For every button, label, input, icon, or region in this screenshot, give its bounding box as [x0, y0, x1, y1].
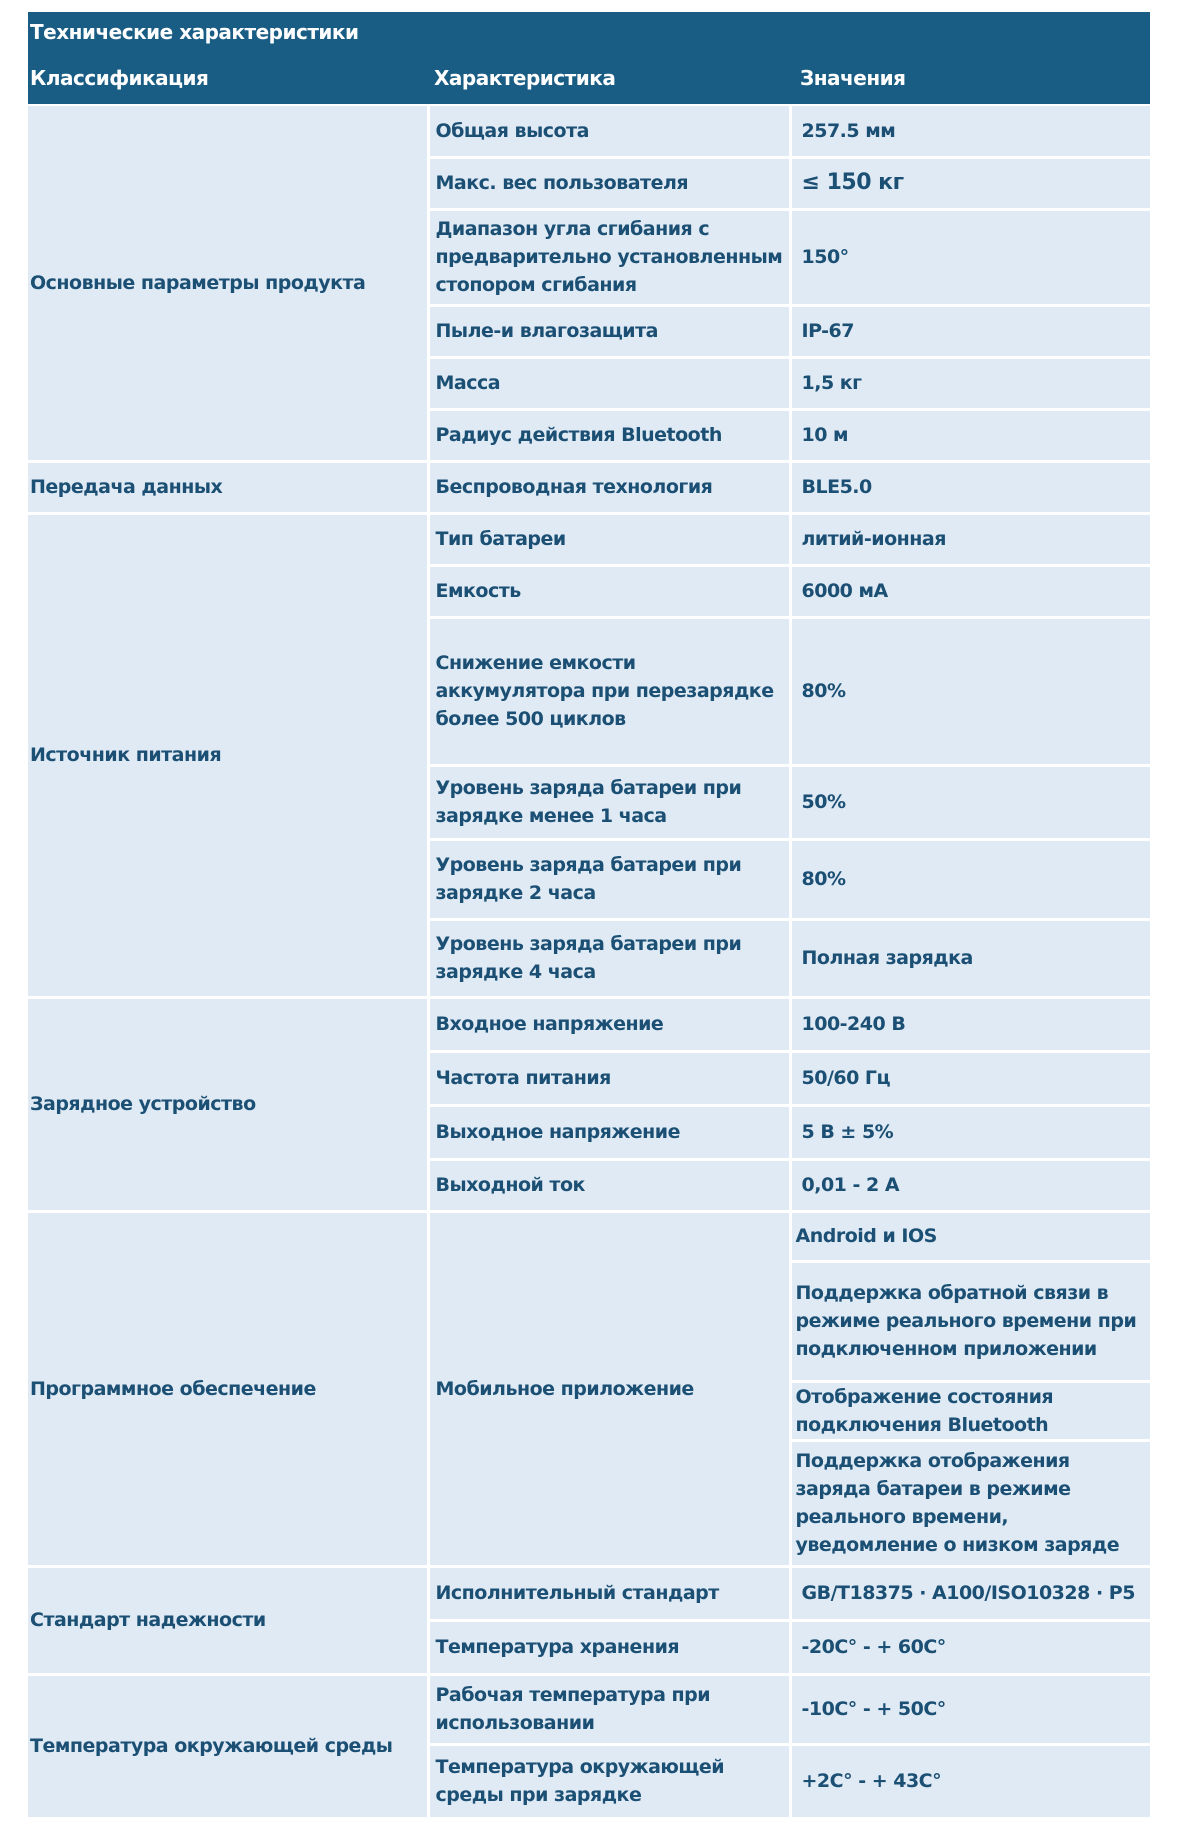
table-row [28, 997, 1150, 1051]
characteristic-cell: Снижение емкости аккумулятора при перезарядке более 500 циклов [428, 617, 790, 765]
characteristic-cell: Входное напряжение [428, 997, 790, 1051]
value-cell: GB/T18375 · A100/ISO10328 · P5 [790, 1566, 1150, 1620]
value-cell: 6000 мА [790, 565, 1150, 617]
characteristic-cell: Уровень заряда батареи при зарядке 2 часа [428, 839, 790, 919]
header-characteristic: Характеристика [428, 52, 790, 105]
characteristic-cell: Температура хранения [428, 1620, 790, 1674]
value-cell: +2C° - + 43C° [790, 1744, 1150, 1818]
characteristic-cell: Выходное напряжение [428, 1105, 790, 1159]
characteristic-cell: Емкость [428, 565, 790, 617]
table-header-row [28, 52, 1150, 105]
header-values: Значения [790, 52, 1150, 105]
group-data-transfer: Передача данных [28, 461, 428, 513]
value-cell: 50/60 Гц [790, 1051, 1150, 1105]
value-cell: -10C° - + 50C° [790, 1674, 1150, 1744]
characteristic-cell: Мобильное приложение [428, 1211, 790, 1566]
group-reliability: Стандарт надежности [28, 1566, 428, 1674]
value-cell: 5 В ± 5% [790, 1105, 1150, 1159]
value-cell: BLE5.0 [790, 461, 1150, 513]
header-classification: Классификация [28, 52, 428, 105]
characteristic-cell: Пыле-и влагозащита [428, 305, 790, 357]
characteristic-cell: Уровень заряда батареи при зарядке 4 часа [428, 919, 790, 997]
table-row [28, 513, 1150, 565]
characteristic-cell: Масса [428, 357, 790, 409]
value-cell: 80% [790, 617, 1150, 765]
table-row [28, 1566, 1150, 1620]
group-product: Основные параметры продукта [28, 105, 428, 461]
characteristic-cell: Радиус действия Bluetooth [428, 409, 790, 461]
characteristic-cell: Выходной ток [428, 1159, 790, 1211]
group-environment: Температура окружающей среды [28, 1674, 428, 1818]
value-cell: -20C° - + 60C° [790, 1620, 1150, 1674]
value-cell: 0,01 - 2 А [790, 1159, 1150, 1211]
value-cell: Поддержка отображения заряда батареи в режиме реального времени, уведомление о низком заряде [790, 1440, 1150, 1566]
characteristic-cell: Тип батареи [428, 513, 790, 565]
value-cell: Отображение состояния подключения Bluetooth [790, 1381, 1150, 1440]
characteristic-cell: Исполнительный стандарт [428, 1566, 790, 1620]
table-title-row [28, 12, 1150, 52]
characteristic-cell: Температура окружающей среды при зарядке [428, 1744, 790, 1818]
characteristic-cell: Рабочая температура при использовании [428, 1674, 790, 1744]
group-charger: Зарядное устройство [28, 997, 428, 1211]
table-title: Технические характеристики [28, 12, 1150, 52]
table-row [28, 1211, 1150, 1261]
characteristic-cell: Уровень заряда батареи при зарядке менее 1 часа [428, 765, 790, 839]
value-cell: 150° [790, 209, 1150, 305]
characteristic-cell: Макс. вес пользователя [428, 157, 790, 209]
specifications-table [28, 12, 1150, 1820]
value-cell: ≤ 150 кг [790, 157, 1150, 209]
value-cell: литий-ионная [790, 513, 1150, 565]
characteristic-cell: Диапазон угла сгибания с предварительно установленным стопором сгибания [428, 209, 790, 305]
group-software: Программное обеспечение [28, 1211, 428, 1566]
value-cell: 100-240 В [790, 997, 1150, 1051]
table-row [28, 461, 1150, 513]
value-cell: Android и IOS [790, 1211, 1150, 1261]
value-cell: 80% [790, 839, 1150, 919]
characteristic-cell: Частота питания [428, 1051, 790, 1105]
characteristic-cell: Общая высота [428, 105, 790, 157]
value-cell: Поддержка обратной связи в режиме реального времени при подключенном приложении [790, 1261, 1150, 1381]
value-cell: IP-67 [790, 305, 1150, 357]
table-row [28, 105, 1150, 157]
value-cell: 1,5 кг [790, 357, 1150, 409]
value-cell: Полная зарядка [790, 919, 1150, 997]
group-power: Источник питания [28, 513, 428, 997]
table-row [28, 1674, 1150, 1744]
value-cell: 10 м [790, 409, 1150, 461]
value-cell: 50% [790, 765, 1150, 839]
characteristic-cell: Беспроводная технология [428, 461, 790, 513]
value-cell: 257.5 мм [790, 105, 1150, 157]
